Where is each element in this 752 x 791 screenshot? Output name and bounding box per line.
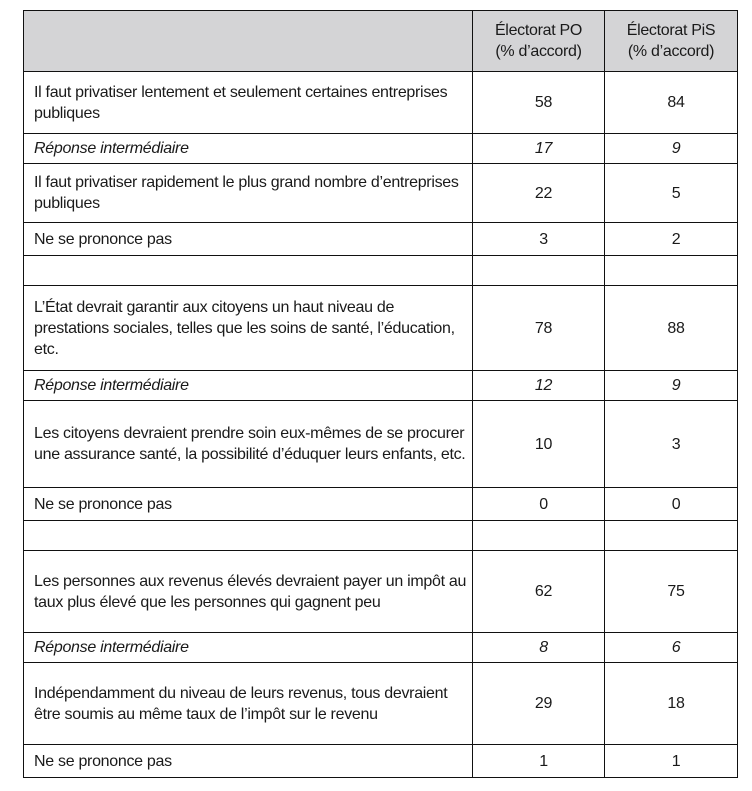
header-empty-cell	[24, 11, 473, 72]
row-label: Ne se prononce pas	[24, 223, 473, 256]
row-label: Il faut privatiser rapidement le plus grand nombre d’entreprises publiques	[24, 164, 473, 223]
row-value-po: 10	[473, 401, 605, 488]
row-label: Les personnes aux revenus élevés devraient payer un impôt au taux plus élevé que les personnes qui gagnent peu	[24, 551, 473, 633]
row-value-pis: 75	[605, 551, 738, 633]
row-value-pis: 1	[605, 745, 738, 778]
row-value-po: 78	[473, 286, 605, 371]
row-label: Ne se prononce pas	[24, 488, 473, 521]
spacer-cell	[473, 256, 605, 286]
row-value-pis: 84	[605, 72, 738, 134]
row-value-pis: 9	[605, 371, 738, 401]
row-value-pis: 18	[605, 663, 738, 745]
table-row	[24, 371, 738, 401]
spacer-row	[24, 521, 738, 551]
row-label: Les citoyens devraient prendre soin eux-mêmes de se procurer une assurance santé, la possibilité d’éduquer leurs enfants, etc.	[24, 401, 473, 488]
header-row	[24, 11, 738, 72]
header-po-title: Électorat PO	[494, 22, 583, 39]
table-row	[24, 633, 738, 663]
row-label: Il faut privatiser lentement et seulement certaines entreprises publiques	[24, 72, 473, 134]
row-value-pis: 88	[605, 286, 738, 371]
row-value-po: 8	[473, 633, 605, 663]
row-value-po: 1	[473, 745, 605, 778]
row-value-po: 0	[473, 488, 605, 521]
table-row	[24, 551, 738, 633]
table-row	[24, 72, 738, 134]
row-value-po: 22	[473, 164, 605, 223]
table-row	[24, 745, 738, 778]
header-pis-unit: (% d’accord)	[627, 43, 715, 60]
table-row	[24, 401, 738, 488]
row-label: Réponse intermédiaire	[24, 633, 473, 663]
spacer-cell	[605, 256, 738, 286]
row-value-po: 12	[473, 371, 605, 401]
spacer-cell	[24, 521, 473, 551]
header-pis-title: Électorat PiS	[626, 22, 716, 39]
table-row	[24, 286, 738, 371]
survey-table	[23, 10, 738, 778]
row-value-pis: 3	[605, 401, 738, 488]
spacer-cell	[605, 521, 738, 551]
table-row	[24, 663, 738, 745]
row-value-po: 3	[473, 223, 605, 256]
table-row	[24, 488, 738, 521]
row-value-pis: 0	[605, 488, 738, 521]
spacer-row	[24, 256, 738, 286]
row-label: Ne se prononce pas	[24, 745, 473, 778]
row-value-po: 29	[473, 663, 605, 745]
table-row	[24, 164, 738, 223]
row-value-po: 58	[473, 72, 605, 134]
table-row	[24, 134, 738, 164]
row-value-pis: 5	[605, 164, 738, 223]
row-value-pis: 6	[605, 633, 738, 663]
spacer-cell	[473, 521, 605, 551]
table-row	[24, 223, 738, 256]
row-label: Indépendamment du niveau de leurs revenus, tous devraient être soumis au même taux de l’impôt sur le revenu	[24, 663, 473, 745]
spacer-cell	[24, 256, 473, 286]
header-electorat-po	[473, 11, 605, 72]
row-value-po: 62	[473, 551, 605, 633]
row-label: L’État devrait garantir aux citoyens un haut niveau de prestations sociales, telles que les soins de santé, l’éducation, etc.	[24, 286, 473, 371]
row-value-pis: 9	[605, 134, 738, 164]
header-electorat-pis	[605, 11, 738, 72]
row-value-po: 17	[473, 134, 605, 164]
row-label: Réponse intermédiaire	[24, 134, 473, 164]
header-po-unit: (% d’accord)	[495, 43, 582, 60]
row-label: Réponse intermédiaire	[24, 371, 473, 401]
row-value-pis: 2	[605, 223, 738, 256]
